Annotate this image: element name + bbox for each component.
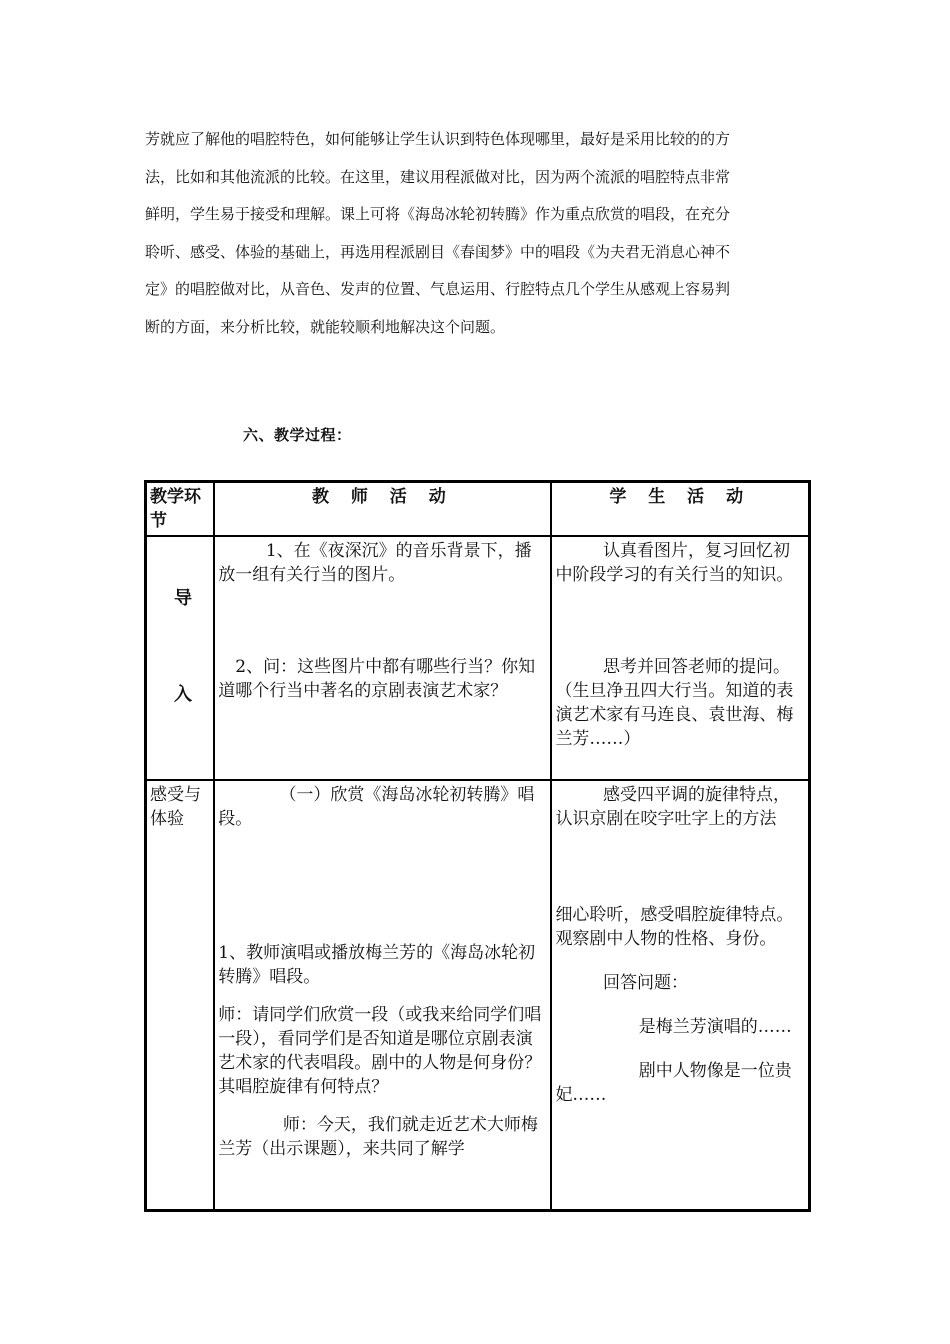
paragraph-line: 芳就应了解他的唱腔特色，如何能够让学生认识到特色体现哪里，最好是采用比较的的方 [145, 130, 731, 148]
intro-paragraph [145, 121, 810, 346]
paragraph-line: 法，比如和其他流派的比较。在这里，建议用程派做对比，因为两个流派的唱腔特点非常 [145, 167, 731, 186]
stage-cell-intro [146, 536, 214, 780]
table-header-row [146, 482, 809, 536]
teaching-process-table [144, 480, 811, 1212]
teacher-activity-experience [214, 780, 551, 1210]
header-teacher-activity: 教 师 活 动 [214, 482, 551, 536]
student-text: 认真看图片，复习回忆初中阶段学习的有关行当的知识。 [555, 541, 794, 585]
student-text: 是梅兰芳演唱的…… [638, 1017, 792, 1037]
teacher-text: 师：请同学们欣赏一段（或我来给同学们唱一段），看同学们是否知道是哪位京剧表演艺术家的代表唱段。剧中的人物是何身份？其唱腔旋律有何特点？ [218, 1005, 542, 1097]
student-activity-intro [551, 536, 809, 780]
paragraph-line: 断的方面，来分析比较，就能较顺利地解决这个问题。 [145, 317, 506, 336]
teacher-text: （一）欣赏《海岛冰轮初转腾》唱段。 [218, 785, 535, 829]
student-activity-experience [551, 780, 809, 1210]
teacher-text: 1、在《夜深沉》的音乐背景下，播放一组有关行当的图片。 [218, 541, 532, 585]
paragraph-line: 聆听、感受、体验的基础上，再选用程派剧目《春闺梦》中的唱段《为夫君无消息心神不 [145, 242, 731, 261]
stage-char-dao: 导 [174, 588, 192, 609]
paragraph-line: 鲜明，学生易于接受和理解。课上可将《海岛冰轮初转腾》作为重点欣赏的唱段，在充分 [145, 205, 731, 223]
section-heading: 六、教学过程： [243, 426, 352, 444]
header-stage: 教学环节 [146, 482, 214, 536]
teacher-text: 师：今天，我们就走近艺术大师梅兰芳（出示课题），来共同了解学 [218, 1115, 538, 1159]
table-row-intro [146, 536, 809, 780]
paragraph-line: 定》的唱腔做对比，从音色、发声的位置、气息运用、行腔特点几个学生从感观上容易判 [145, 280, 731, 298]
stage-char-ru: 入 [174, 684, 192, 705]
student-text: 思考并回答老师的提问。（生旦净丑四大行当。知道的表演艺术家有马连良、袁世海、梅兰芳……） [555, 657, 794, 749]
table-row-experience [146, 780, 809, 1210]
student-text: 细心聆听，感受唱腔旋律特点。观察剧中人物的性格、身份。 [555, 905, 794, 949]
stage-cell-experience: 感受与体验 [146, 780, 214, 1210]
header-student-activity: 学 生 活 动 [551, 482, 809, 536]
teacher-activity-intro [214, 536, 551, 780]
teacher-text: 1、教师演唱或播放梅兰芳的《海岛冰轮初转腾》唱段。 [218, 943, 536, 987]
student-text: 感受四平调的旋律特点，认识京剧在咬字吐字上的方法 [555, 785, 791, 829]
student-text: 回答问题： [603, 973, 689, 993]
teacher-text: 2、问：这些图片中都有哪些行当？你知道哪个行当中著名的京剧表演艺术家？ [218, 657, 536, 701]
student-text: 剧中人物像是一位贵妃…… [555, 1061, 792, 1105]
